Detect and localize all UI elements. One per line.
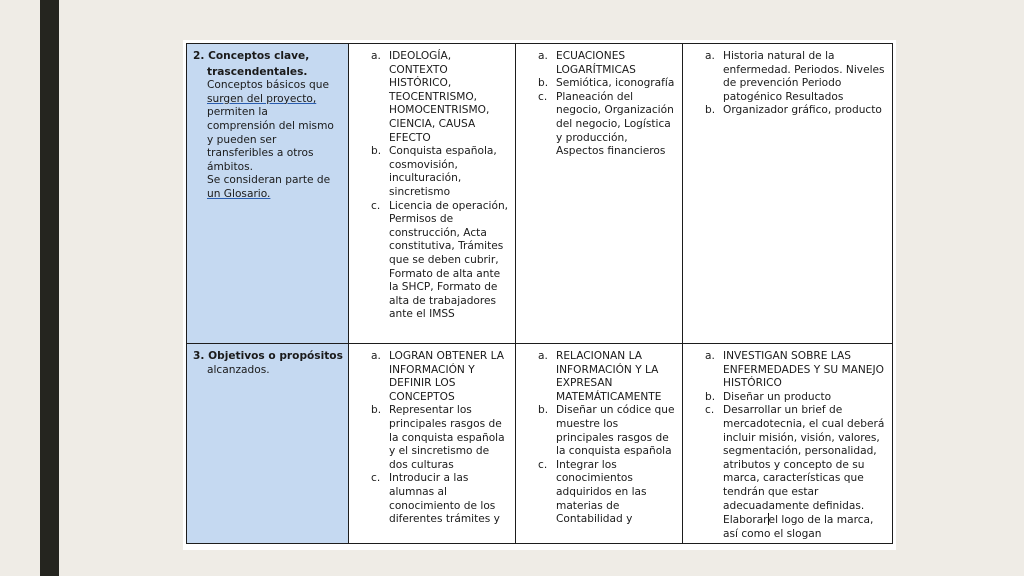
content-cell (516, 44, 683, 344)
item-marker: c. (371, 472, 381, 485)
description-line: transferibles a otros (207, 147, 314, 160)
item-list (689, 50, 888, 118)
list-item (522, 77, 678, 91)
item-text: Organizador gráfico, producto (723, 104, 882, 117)
item-text: LOGRAN OBTENER LA INFORMACIÓN Y DEFINIR LOS CONCEPTOS (389, 350, 505, 403)
content-cell (516, 344, 683, 544)
row-title-line1: Conceptos clave, (208, 50, 310, 62)
item-text: Desarrollar un brief de mercadotecnia, el cual deberá incluir misión, visión, valores, segmentación, personalidad, atributos y concepto de su marca, características que tendrán que estar adecuadamente definidas. Elaborar (723, 404, 885, 527)
list-item (689, 391, 888, 405)
item-list (522, 50, 678, 159)
item-marker: c. (538, 90, 548, 103)
row-number: 2. (193, 50, 205, 62)
list-item (689, 50, 888, 104)
list-item (355, 50, 511, 145)
list-item (355, 200, 511, 322)
description-line: ámbitos. (207, 160, 254, 173)
slide-left-accent-bar (40, 0, 59, 576)
item-marker: c. (705, 404, 715, 417)
item-marker: c. (538, 458, 548, 471)
item-marker: a. (705, 350, 715, 362)
item-text: Introducir a las alumnas al conocimiento de los diferentes trámites y (389, 472, 500, 526)
row-title-line2: trascendentales. (207, 65, 308, 78)
item-marker: a. (371, 350, 381, 362)
item-text: RELACIONAN LA INFORMACIÓN Y LA EXPRESAN MATEMÁTICAMENTE (556, 350, 662, 403)
list-item (355, 404, 511, 472)
item-marker: a. (538, 50, 548, 62)
item-text: Representar los principales rasgos de la conquista española y el sincretismo de dos culturas (389, 404, 505, 471)
row-label-cell (187, 344, 349, 544)
table-row (187, 44, 893, 344)
list-item (689, 104, 888, 118)
item-list (355, 50, 511, 322)
row-number: 3. (193, 350, 205, 362)
row-label-cell (187, 44, 349, 344)
list-item (522, 404, 678, 458)
item-text: IDEOLOGÍA, CONTEXTO HISTÓRICO, TEOCENTRISMO, HOMOCENTRISMO, CIENCIA, CAUSA EFECTO (389, 50, 490, 144)
curriculum-table (186, 43, 893, 544)
item-list (355, 350, 511, 527)
description-line: comprensión del mismo (207, 119, 334, 132)
item-marker: c. (371, 199, 381, 212)
description-line: surgen del proyecto, (207, 92, 317, 105)
list-item (522, 50, 678, 77)
description-line: permiten la (207, 106, 268, 119)
list-item (689, 404, 888, 541)
item-text: Semiótica, iconografía (556, 77, 675, 90)
description-line: Se consideran parte de (207, 174, 331, 187)
item-marker: a. (705, 50, 715, 62)
item-marker: b. (371, 404, 382, 417)
list-item (355, 145, 511, 199)
item-marker: b. (538, 404, 549, 417)
list-item (522, 459, 678, 527)
description-line: un Glosario. (207, 187, 271, 200)
item-text: ECUACIONES LOGARÍTMICAS (556, 50, 636, 76)
description-line: Conceptos básicos que (207, 79, 330, 92)
list-item (522, 350, 678, 404)
row-description (193, 79, 344, 201)
list-item (355, 350, 511, 404)
content-cell (349, 44, 516, 344)
item-text: Planeación del negocio, Organización del negocio, Logística y producción, Aspectos financieros (556, 90, 674, 158)
item-marker: a. (538, 350, 548, 362)
table-row (187, 344, 893, 544)
description-line: y pueden ser (207, 133, 277, 146)
content-cell (683, 44, 893, 344)
item-list (522, 350, 678, 527)
item-marker: b. (371, 145, 382, 158)
item-marker: a. (371, 50, 381, 62)
row-heading (193, 50, 344, 64)
item-text: Diseñar un producto (723, 390, 832, 403)
item-marker: b. (705, 390, 716, 403)
item-text: INVESTIGAN SOBRE LAS ENFERMEDADES Y SU MANEJO HISTÓRICO (723, 350, 884, 390)
item-text: Conquista española, cosmovisión, inculturación, sincretismo (389, 145, 497, 198)
item-text: Licencia de operación, Permisos de construcción, Acta constitutiva, Trámites que se deben cubrir, Formato de alta ante la SHCP, Formato de alta de trabajadores ante el IMSS (389, 199, 509, 321)
item-marker: b. (538, 77, 549, 90)
content-cell (683, 344, 893, 544)
item-text: Historia natural de la enfermedad. Periodos. Niveles de prevención Periodo patogénico Resultados (723, 50, 885, 103)
list-item (689, 350, 888, 391)
row-title-line1: Objetivos o propósitos (208, 350, 343, 362)
row-heading (193, 350, 344, 364)
item-text: el logo de la marca, así como el slogan (723, 514, 874, 540)
row-title-line2: alcanzados. (207, 363, 270, 376)
list-item (522, 91, 678, 159)
list-item (355, 472, 511, 526)
item-text: Integrar los conocimientos adquiridos en las materias de Contabilidad y (556, 458, 647, 526)
item-text: Diseñar un códice que muestre los principales rasgos de la conquista española (556, 404, 675, 458)
item-list (689, 350, 888, 541)
content-cell (349, 344, 516, 544)
item-marker: b. (705, 104, 716, 117)
